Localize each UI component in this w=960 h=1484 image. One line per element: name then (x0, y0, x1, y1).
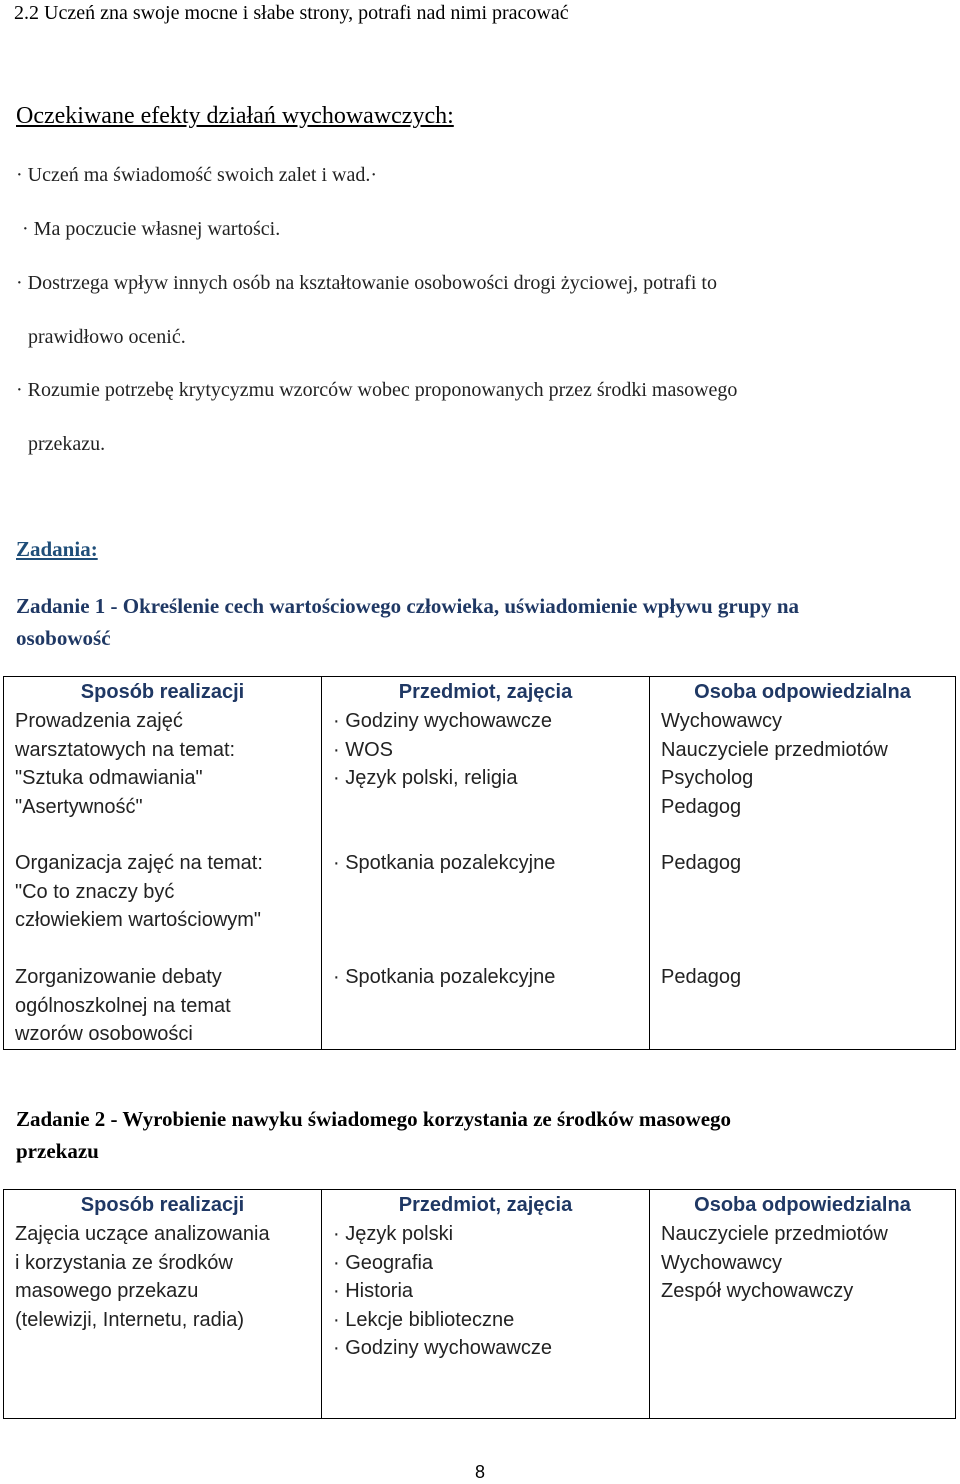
expected-effects-heading: Oczekiwane efekty działań wychowawczych: (16, 103, 454, 129)
method-cell (4, 707, 322, 849)
method-cell (4, 963, 322, 1050)
cell-line: Wychowawcy (661, 1251, 782, 1274)
method-cell (4, 1220, 322, 1419)
cell-line: Prowadzenia zajęć (15, 710, 183, 732)
cell-line: "Sztuka odmawiania" (15, 767, 203, 789)
cell-line: · Spotkania pozalekcyjne (333, 966, 556, 988)
section-heading: 2.2 Uczeń zna swoje mocne i słabe strony, potrafi nad nimi pracować (14, 2, 569, 24)
task2-title (16, 1103, 731, 1167)
cell-line: · Godziny wychowawcze (333, 1337, 552, 1359)
table-row (4, 707, 956, 849)
effect-item: · Uczeń ma świadomość swoich zalet i wad.· (16, 164, 377, 186)
task1-title (16, 590, 799, 654)
cell-line: · Lekcje biblioteczne (333, 1308, 515, 1331)
cell-line: Pedagog (661, 795, 742, 818)
effect-item: · Dostrzega wpływ innych osób na kształtowanie osobowości drogi życiowej, potrafi to (16, 272, 717, 294)
cell-line: Zespół wychowawczy (661, 1280, 854, 1302)
cell-line: (telewizji, Internetu, radia) (15, 1308, 244, 1331)
cell-line: · WOS (333, 738, 393, 761)
person-cell (650, 1220, 956, 1419)
cell-line: człowiekiem wartościowym" (15, 909, 262, 931)
effect-item: · Ma poczucie własnej wartości. (22, 218, 281, 240)
header-person: Osoba odpowiedzialna (650, 677, 956, 708)
table-header-row (4, 1190, 956, 1221)
header-method: Sposób realizacji (4, 677, 322, 708)
cell-line: Zajęcia uczące analizowania (15, 1223, 270, 1245)
header-person: Osoba odpowiedzialna (650, 1190, 956, 1221)
cell-line: Pedagog (661, 966, 742, 988)
cell-line: Wychowawcy (661, 710, 782, 732)
task2-title-line1: Zadanie 2 - Wyrobienie nawyku świadomego korzystania ze środków masowego (16, 1107, 732, 1131)
effect-item: · Rozumie potrzebę krytycyzmu wzorców wobec proponowanych przez środki masowego (16, 379, 738, 401)
cell-line: warsztatowych na temat: (15, 738, 236, 761)
cell-line: · Język polski (333, 1223, 454, 1245)
person-cell (650, 963, 956, 1050)
cell-line: Organizacja zajęć na temat: (15, 852, 263, 874)
cell-line: · Godziny wychowawcze (333, 710, 552, 732)
method-cell (4, 849, 322, 963)
table-row (4, 963, 956, 1050)
tasks-label: Zadania: (16, 537, 98, 561)
page-number: 8 (474, 1462, 485, 1482)
table-row (4, 1220, 956, 1419)
subject-cell (322, 963, 650, 1050)
task1-table (3, 676, 956, 1050)
person-cell (650, 707, 956, 849)
table-header-row (4, 677, 956, 708)
task1-title-line1: Zadanie 1 - Określenie cech wartościowego człowieka, uświadomienie wpływu grupy na (16, 594, 800, 618)
cell-line: Pedagog (661, 852, 742, 874)
cell-line: Nauczyciele przedmiotów (661, 738, 888, 761)
header-method: Sposób realizacji (4, 1190, 322, 1221)
cell-line: Psycholog (661, 767, 754, 789)
cell-line: · Spotkania pozalekcyjne (333, 852, 556, 874)
header-subject: Przedmiot, zajęcia (322, 1190, 650, 1221)
person-cell (650, 849, 956, 963)
effect-item-continuation: prawidłowo ocenić. (28, 326, 186, 348)
cell-line: masowego przekazu (15, 1280, 199, 1302)
cell-line: wzorów osobowości (15, 1023, 193, 1045)
subject-cell (322, 707, 650, 849)
cell-line: Nauczyciele przedmiotów (661, 1223, 888, 1245)
cell-line: ogólnoszkolnej na temat (15, 994, 231, 1017)
task1-title-line2: osobowość (16, 626, 111, 650)
effect-item-continuation: przekazu. (28, 433, 106, 455)
cell-line: i korzystania ze środków (15, 1251, 233, 1274)
subject-cell (322, 1220, 650, 1419)
cell-line: · Geografia (333, 1251, 434, 1274)
cell-line: "Co to znaczy być (15, 880, 175, 903)
subject-cell (322, 849, 650, 963)
cell-line: Zorganizowanie debaty (15, 966, 222, 988)
cell-line: "Asertywność" (15, 795, 143, 818)
header-subject: Przedmiot, zajęcia (322, 677, 650, 708)
cell-line: · Historia (333, 1280, 414, 1302)
cell-line: · Język polski, religia (333, 767, 518, 789)
task2-table (3, 1189, 956, 1419)
table-row (4, 849, 956, 963)
task2-title-line2: przekazu (16, 1139, 99, 1163)
